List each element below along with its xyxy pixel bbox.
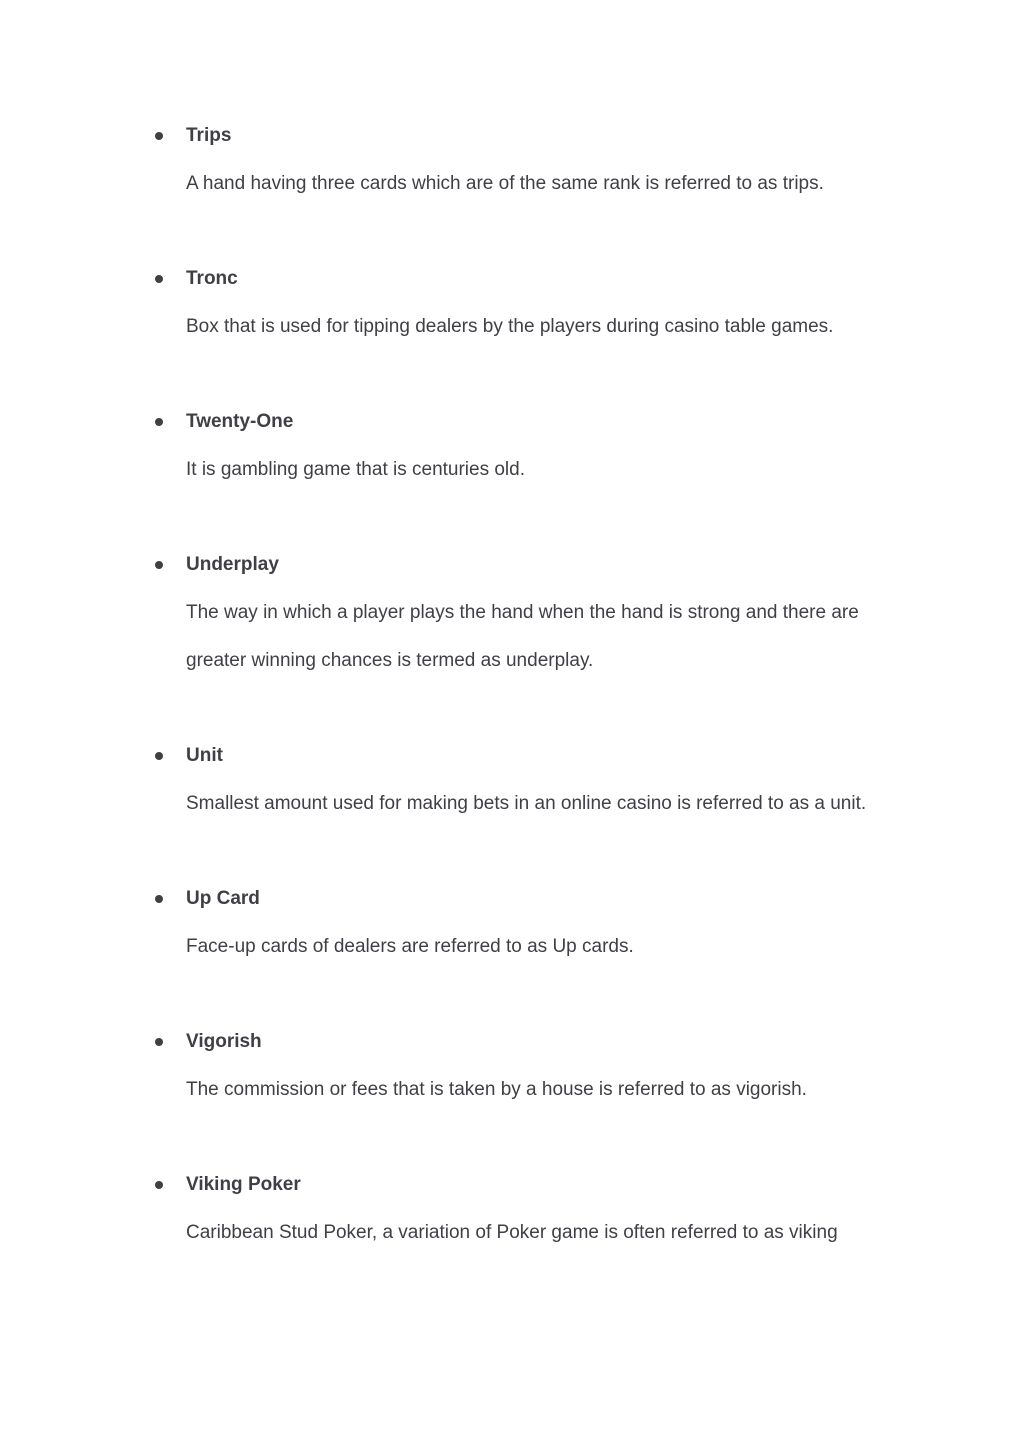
bullet-icon bbox=[154, 1173, 166, 1197]
glossary-definition: Caribbean Stud Poker, a variation of Poker game is often referred to as viking bbox=[186, 1222, 838, 1243]
bullet-icon bbox=[154, 887, 166, 911]
bullet-icon bbox=[154, 553, 166, 577]
glossary-term: Twenty-One bbox=[186, 411, 294, 432]
glossary-definition: A hand having three cards which are of the same rank is referred to as trips. bbox=[186, 173, 824, 194]
glossary-term: Tronc bbox=[186, 268, 238, 289]
bullet-icon bbox=[154, 1030, 166, 1054]
glossary-definition: Smallest amount used for making bets in an online casino is referred to as a unit. bbox=[186, 793, 867, 814]
bullet-icon bbox=[154, 410, 166, 434]
glossary-term: Trips bbox=[186, 125, 232, 146]
glossary-definition: It is gambling game that is centuries old. bbox=[186, 459, 526, 480]
glossary-term: Unit bbox=[186, 745, 223, 766]
glossary-definition: Box that is used for tipping dealers by the players during casino table games. bbox=[186, 316, 834, 337]
bullet-icon bbox=[154, 124, 166, 148]
glossary-definition: The way in which a player plays the hand when the hand is strong and there are greater winning chances is termed as underplay. bbox=[186, 602, 859, 671]
glossary-term: Up Card bbox=[186, 888, 260, 909]
bullet-icon bbox=[154, 267, 166, 291]
glossary-term: Underplay bbox=[186, 554, 279, 575]
glossary-definition: Face-up cards of dealers are referred to as Up cards. bbox=[186, 936, 634, 957]
glossary-term: Viking Poker bbox=[186, 1174, 301, 1195]
bullet-icon bbox=[154, 744, 166, 768]
glossary-definition: The commission or fees that is taken by a house is referred to as vigorish. bbox=[186, 1079, 807, 1100]
glossary-term: Vigorish bbox=[186, 1031, 262, 1052]
